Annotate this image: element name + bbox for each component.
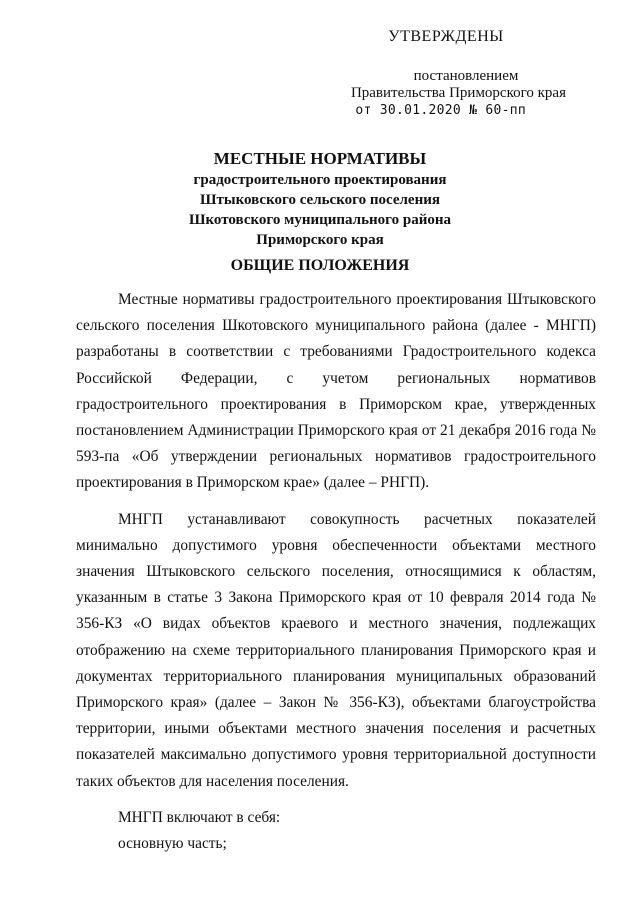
- heading-line-3: Шкотовского муниципального района: [189, 212, 451, 228]
- approval-block: [326, 28, 566, 119]
- document-heading: [0, 148, 640, 250]
- document-body: [76, 287, 596, 857]
- paragraph: основную часть;: [118, 835, 227, 853]
- paragraph: МНГП включают в себя:: [118, 808, 281, 826]
- heading-line-2: Штыковского сельского поселения: [200, 192, 440, 208]
- section-title: ОБЩИЕ ПОЛОЖЕНИЯ: [230, 257, 410, 274]
- paragraph: МНГП устанавливают совокупность расчетных показателей минимально допустимого уровня обеспеченности объектами местного значения Штыковского сельского поселения, относящимися к областям, указанным в статье 3 Закона Приморского края от 10 февраля 2014 года № 356-КЗ «О видах объектов краевого и местного значения, подлежащих отображению на схеме территориального планирования Приморского края и документах территориального планирования муниципальных образований Приморского края» (далее – Закон № 356-КЗ), объектами благоустройства территории, иными объектами местного значения поселения и расчетных показателей максимально допустимого уровня территориальной доступности таких объектов для населения поселения.: [76, 510, 596, 790]
- approval-line-government: Правительства Приморского края: [350, 85, 566, 101]
- heading-line-4: Приморского края: [256, 232, 384, 248]
- paragraph: Местные нормативы градостроительного проектирования Штыковского сельского поселения Шкотовского муниципального района (далее - МНГП) разработаны в соответствии с требованиями Градостроительного кодекса Российской Федерации, с учетом региональных нормативов градостроительного проектирования в Приморском крае, утвержденных постановлением Администрации Приморского края от 21 декабря 2016 года № 593-па «Об утверждении региональных нормативов градостроительного проектирования в Приморском крае» (далее – РНГП).: [76, 291, 596, 492]
- heading-line-1: градостроительного проектирования: [193, 172, 447, 188]
- approval-line-resolution: постановлением: [413, 68, 519, 84]
- approval-title: УТВЕРЖДЕНЫ: [388, 28, 504, 45]
- heading-main: МЕСТНЫЕ НОРМАТИВЫ: [213, 149, 427, 168]
- approval-line-date-number: от 30.01.2020 № 60-пп: [355, 103, 526, 118]
